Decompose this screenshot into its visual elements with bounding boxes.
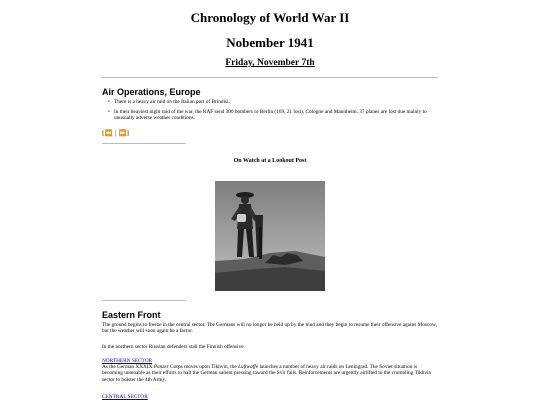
soldier-lookout-image [215, 181, 325, 291]
prev-photo-button[interactable]: [⏪ [102, 130, 113, 137]
air-operations-heading: Air Operations, Europe [102, 87, 201, 97]
divider [102, 77, 438, 78]
list-item: • In their heaviest night raid of the war, the RAF send 300 bombers to Berlin (169, 21 lost), Cologne and Mannheim. 37 planes are lost due mainly to unusually adverse weather conditions. [108, 109, 444, 121]
divider [102, 143, 186, 144]
air-operations-list [102, 99, 444, 126]
next-photo-button[interactable]: ⏩] [118, 130, 130, 137]
photo-caption: On Watch at a Lookout Post [233, 158, 307, 164]
nav-separator: | [114, 130, 117, 137]
divider [102, 300, 186, 301]
text-span: Luftwaffe [238, 364, 259, 370]
text-span: launches a number of heavy air raids on Leningrad. The Soviet situation is becoming untenable as their efforts to halt the German salient pressing toward the Svir fails. Reinforcements are urgently airlifted to the crumbling Tikhvin sector to bolster the 4th Army. [102, 364, 432, 383]
text-span: Corps moves upon Tikhvin, the [168, 364, 239, 370]
paragraph [102, 364, 438, 383]
lookout-photo [215, 181, 325, 291]
eastern-front-heading: Eastern Front [102, 310, 161, 320]
date-heading: Friday, November 7th [225, 58, 315, 68]
month-heading: Nobember 1941 [226, 35, 314, 50]
paragraph: In the northern sector Russian defenders stall the Finnish offensive. [102, 344, 245, 350]
page-title: Chronology of World War II [190, 10, 350, 25]
text-span: Panzer [153, 364, 169, 370]
photo-nav [102, 129, 129, 137]
text-span: As the German XXXIX [102, 364, 154, 370]
central-sector-link[interactable]: CENTRAL SECTOR [102, 394, 148, 400]
paragraph: The ground begins to freeze in the central sector. The Germans will no longer be held up by the mud and they begin to resume their offensive agains Moscow, but the weather will soon again be a factor. [102, 322, 437, 335]
list-item: • There is a heavy air raid on the Italian port of Brindisi. [108, 99, 444, 105]
northern-sector-link[interactable]: NORTHERN SECTOR [102, 358, 153, 364]
